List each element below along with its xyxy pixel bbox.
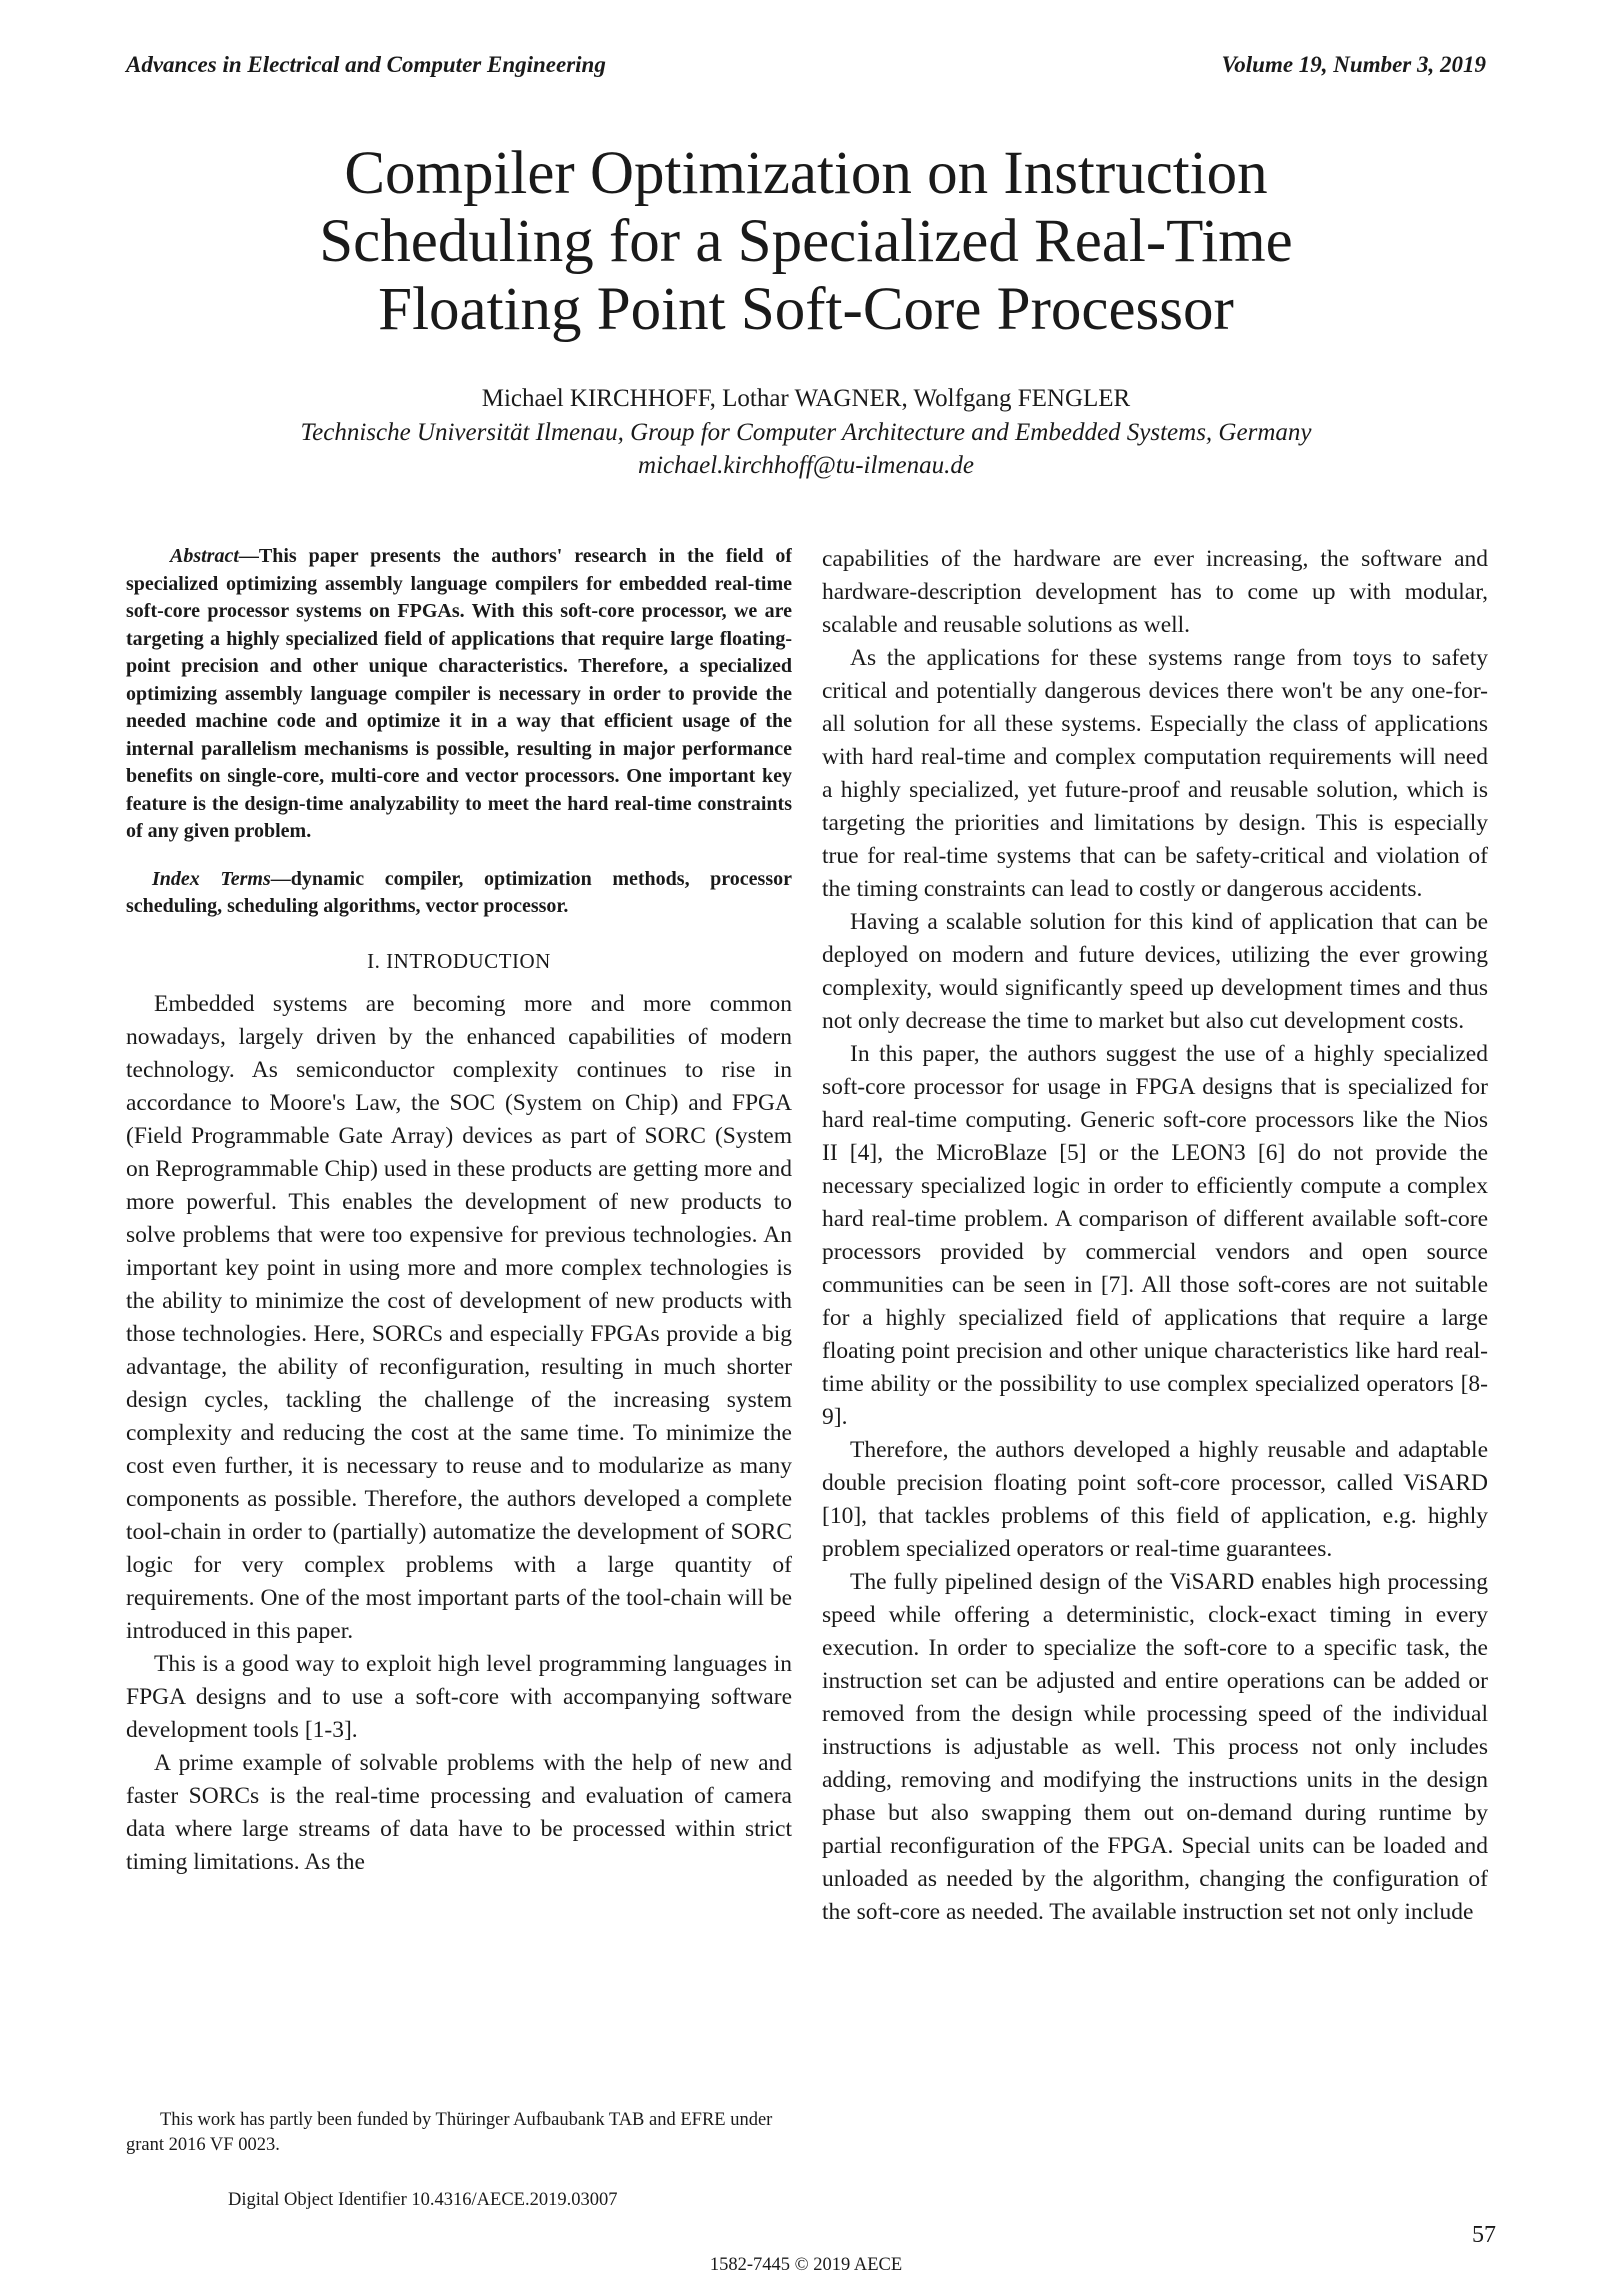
abstract-text: —This paper presents the authors' research in the field of specialized optimizing assembly language compilers for embedded real-time soft-core processor systems on FPGAs. With this soft-core processor, we are targeting a highly specialized field of applications that require large floating-point precision and other unique characteristics. Therefore, a specialized optimizing assembly language compiler is necessary in order to provide the needed machine code and optimize it in a way that efficient usage of the internal parallelism mechanisms is possible, resulting in major performance benefits on single-core, multi-core and vector processors. One important key feature is the design-time analyzability to meet the hard real-time constraints of any given problem. <box>126 545 792 842</box>
body-paragraph: A prime example of solvable problems with the help of new and faster SORCs is the real-time processing and evaluation of camera data where large streams of data have to be processed within strict timing limitations. As the <box>126 1749 792 1875</box>
author-email: michael.kirchhoff@tu-ilmenau.de <box>638 452 974 479</box>
journal-name: Advances in Electrical and Computer Engineering <box>126 52 606 77</box>
doi: Digital Object Identifier 10.4316/AECE.2019.03007 <box>228 2190 618 2210</box>
body-paragraph: Therefore, the authors developed a highly reusable and adaptable double precision floating point soft-core processor, called ViSARD [10], that tackles problems of this field of application, e.g. highly problem specialized operators or real-time guarantees. <box>822 1437 1488 1562</box>
section-heading-introduction: I. INTRODUCTION <box>367 948 551 973</box>
index-terms-lead: Index Terms <box>152 867 271 890</box>
abstract <box>126 543 792 846</box>
title-line-3: Floating Point Soft-Core Processor <box>378 276 1234 343</box>
index-terms-text: —dynamic compiler, optimization methods, processor scheduling, scheduling algorithms, vector processor. <box>126 867 792 917</box>
body-paragraph: This is a good way to exploit high level programming languages in FPGA designs and to use a soft-core with accompanying software development tools [1-3]. <box>126 1650 792 1743</box>
running-header <box>126 52 1486 84</box>
body-paragraph: Having a scalable solution for this kind of application that can be deployed on modern and future devices, utilizing the ever growing complexity, would significantly speed up development times and thus not only decrease the time to market but also cut development costs. <box>822 909 1488 1034</box>
author-list: Michael KIRCHHOFF, Lothar WAGNER, Wolfgang FENGLER <box>481 385 1131 412</box>
body-paragraph: Embedded systems are becoming more and more common nowadays, largely driven by the enhanced capabilities of modern technology. As semiconductor complexity continues to rise in accordance to Moore's Law, the SOC (System on Chip) and FPGA (Field Programmable Gate Array) devices as part of SORC (System on Reprogrammable Chip) used in these products are getting more and more powerful. This enables the development of new products to solve problems that were too expensive for previous technologies. An important key point in using more and more complex technologies is the ability to minimize the cost of development of new products with those technologies. Here, SORCs and especially FPGAs provide a big advantage, the ability of reconfiguration, resulting in much shorter design cycles, tackling the challenge of the increasing system complexity and reducing the cost at the same time. To minimize the cost even further, it is necessary to reuse and to modularize as many components as possible. Therefore, the authors developed a complete tool-chain in order to (partially) automatize the development of SORC logic for very complex problems with a large quantity of requirements. One of the most important parts of the tool-chain will be introduced in this paper. <box>126 990 792 1644</box>
abstract-lead: Abstract <box>170 545 239 567</box>
right-column <box>822 543 1488 2103</box>
affiliation: Technische Universität Ilmenau, Group for Computer Architecture and Embedded Systems, Germany <box>300 419 1312 446</box>
left-column <box>126 543 792 2103</box>
index-terms <box>126 866 792 921</box>
volume-info: Volume 19, Number 3, 2019 <box>1221 52 1486 77</box>
funding-footnote: This work has partly been funded by Thüringer Aufbaubank TAB and EFRE under grant 2016 VF 0023. <box>126 2110 773 2155</box>
page-number: 57 <box>1472 2222 1496 2248</box>
body-paragraph: capabilities of the hardware are ever increasing, the software and hardware-description development has to come up with modular, scalable and reusable solutions as well. <box>822 546 1488 638</box>
paper-title <box>126 140 1486 344</box>
title-line-1: Compiler Optimization on Instruction <box>344 140 1268 207</box>
issn-copyright: 1582-7445 © 2019 AECE <box>709 2255 903 2275</box>
title-line-2: Scheduling for a Specialized Real-Time <box>319 208 1293 275</box>
body-paragraph: As the applications for these systems range from toys to safety critical and potentially dangerous devices there won't be any one-for-all solution for all these systems. Especially the class of applications with hard real-time and complex computation requirements will need a highly specialized, yet future-proof and reusable solution, which is targeting the priorities and limitations by design. This is especially true for real-time systems that can be safety-critical and violation of the timing constraints can lead to costly or dangerous accidents. <box>822 645 1488 902</box>
body-paragraph: In this paper, the authors suggest the use of a highly specialized soft-core processor for usage in FPGA designs that is specialized for hard real-time computing. Generic soft-core processors like the Nios II [4], the MicroBlaze [5] or the LEON3 [6] do not provide the necessary specialized logic in order to efficiently compute a complex hard real-time problem. A comparison of different available soft-core processors provided by commercial vendors and open source communities can be seen in [7]. All those soft-cores are not suitable for a highly specialized field of applications that require a large floating point precision and other unique characteristics like hard real-time ability or the possibility to use complex specialized operators [8-9]. <box>822 1041 1488 1430</box>
body-paragraph: The fully pipelined design of the ViSARD enables high processing speed while offering a deterministic, clock-exact timing in every execution. In order to specialize the soft-core to a specific task, the instruction set can be adjusted and entire operations can be added or removed from the design while processing speed of the individual instructions is adjustable as well. This process not only includes adding, removing and modifying the instructions units in the design phase but also swapping them out on-demand during runtime by partial reconfiguration of the FPGA. Special units can be loaded and unloaded as needed by the algorithm, changing the configuration of the soft-core as needed. The available instruction set not only include <box>822 1569 1488 1925</box>
